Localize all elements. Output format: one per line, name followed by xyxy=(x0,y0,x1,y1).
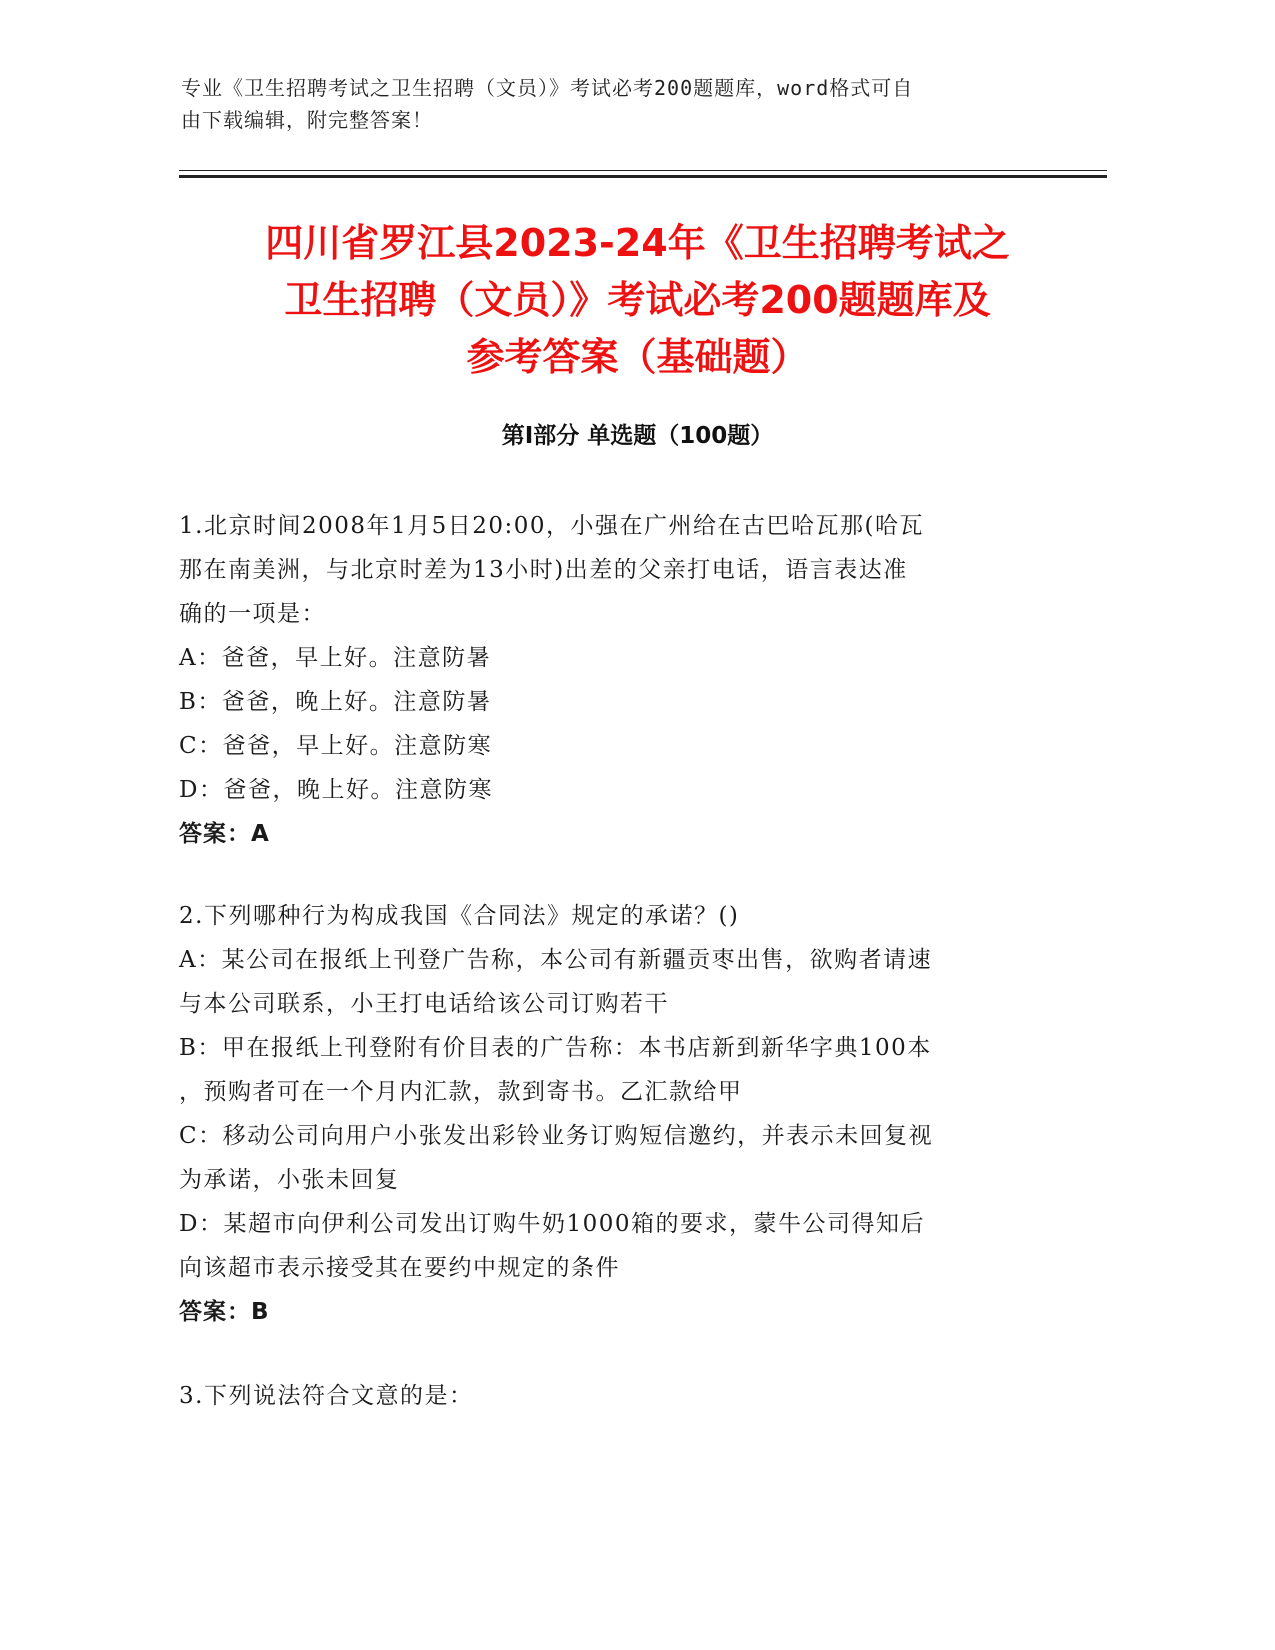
document-title xyxy=(170,215,1105,386)
question-stem-line: 3.下列说法符合文意的是： xyxy=(179,1383,474,1409)
option-d-continued: 向该超市表示接受其在要约中规定的条件 xyxy=(179,1255,620,1281)
section-title: 第Ⅰ部分 单选题（100题） xyxy=(501,423,774,449)
header-note-line: 由下载编辑，附完整答案！ xyxy=(181,108,433,132)
title-line: 卫生招聘（文员）》考试必考200题题库及 xyxy=(284,278,991,322)
header-note xyxy=(181,72,1061,136)
option-c: C：移动公司向用户小张发出彩铃业务订购短信邀约，并表示未回复视 xyxy=(179,1123,934,1149)
option-c: C：爸爸，早上好。注意防寒 xyxy=(179,733,493,759)
option-d: D：某超市向伊利公司发出订购牛奶1000箱的要求，蒙牛公司得知后 xyxy=(179,1211,925,1237)
option-a-continued: 与本公司联系，小王打电话给该公司订购若干 xyxy=(179,991,669,1017)
title-line: 参考答案（基础题） xyxy=(466,335,809,379)
option-b: B：爸爸，晚上好。注意防暑 xyxy=(179,689,492,715)
option-d: D：爸爸，晚上好。注意防寒 xyxy=(179,777,493,803)
question-stem-line: 2.下列哪种行为构成我国《合同法》规定的承诺？() xyxy=(179,903,740,929)
header-note-line: 专业《卫生招聘考试之卫生招聘（文员）》考试必考200题题库，word格式可自 xyxy=(181,76,914,100)
header-divider-thick xyxy=(179,175,1107,178)
question-stem-line: 那在南美洲，与北京时差为13小时)出差的父亲打电话，语言表达准 xyxy=(179,557,908,583)
title-line: 四川省罗江县2023-24年《卫生招聘考试之 xyxy=(265,221,1010,265)
question-stem-line: 1.北京时间2008年1月5日20:00，小强在广州给在古巴哈瓦那(哈瓦 xyxy=(179,513,924,539)
option-c-continued: 为承诺，小张未回复 xyxy=(179,1167,400,1193)
option-a: A：某公司在报纸上刊登广告称，本公司有新疆贡枣出售，欲购者请速 xyxy=(179,947,933,973)
question-1 xyxy=(179,504,1039,856)
option-b-continued: ，预购者可在一个月内汇款，款到寄书。乙汇款给甲 xyxy=(179,1079,743,1105)
question-stem-line: 确的一项是： xyxy=(179,601,326,627)
header-divider-thin xyxy=(179,170,1107,171)
question-3 xyxy=(179,1374,1039,1418)
answer-label: 答案：B xyxy=(179,1299,270,1325)
question-2 xyxy=(179,894,1039,1334)
answer-label: 答案：A xyxy=(179,821,270,847)
option-b: B：甲在报纸上刊登附有价目表的广告称：本书店新到新华字典100本 xyxy=(179,1035,932,1061)
option-a: A：爸爸，早上好。注意防暑 xyxy=(179,645,492,671)
